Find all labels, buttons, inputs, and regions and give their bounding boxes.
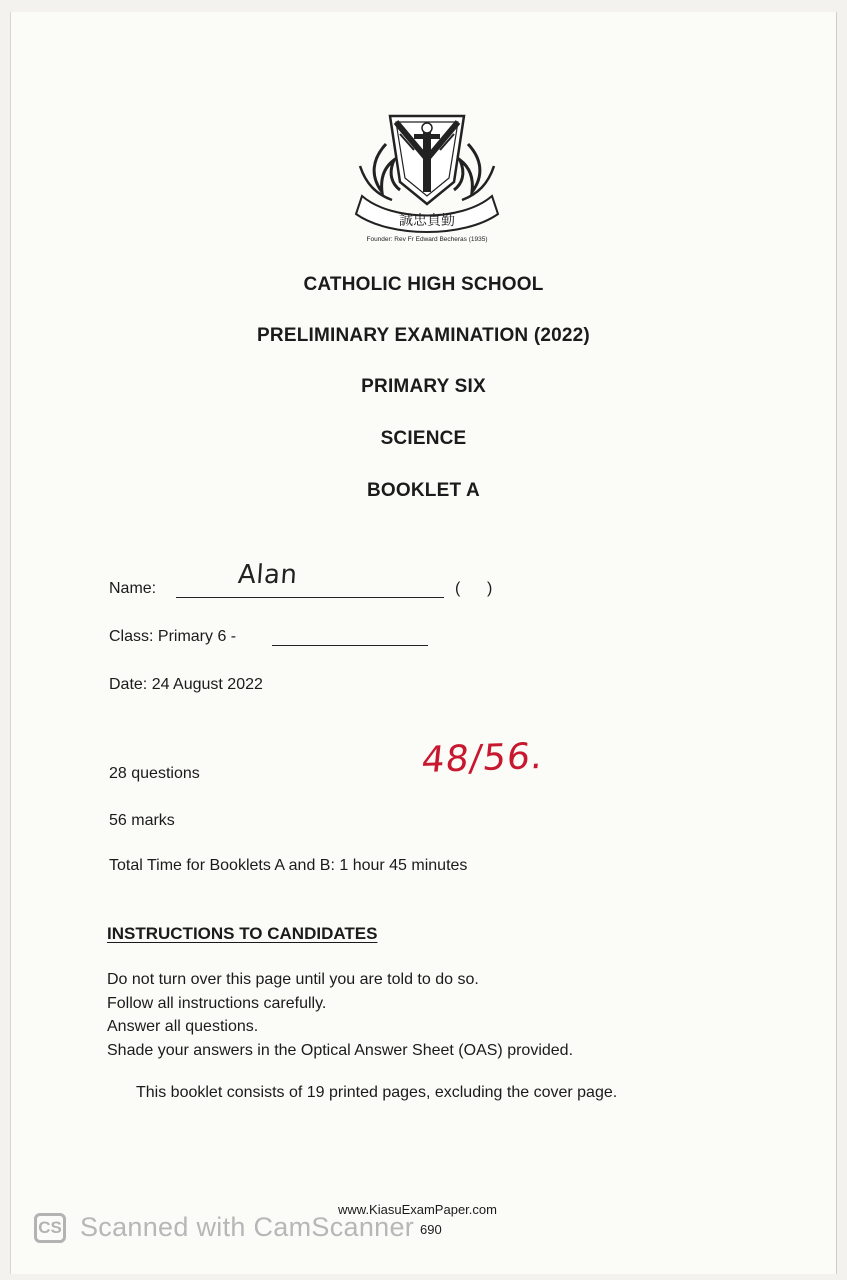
instructions-list	[107, 968, 573, 1062]
camscanner-watermark	[34, 1212, 414, 1243]
crest-motto: 誠忠貞勤	[399, 213, 455, 229]
page-number: 690	[420, 1222, 442, 1237]
handwritten-name: Alan	[236, 560, 299, 590]
question-count: 28 questions	[109, 765, 200, 782]
camscanner-logo-icon: CS	[34, 1213, 66, 1243]
instruction-line: Do not turn over this page until you are told to do so.	[107, 971, 479, 988]
school-name: CATHOLIC HIGH SCHOOL	[303, 274, 544, 295]
index-number-brackets: ( )	[455, 580, 493, 597]
time-allowed: Total Time for Booklets A and B: 1 hour 45 minutes	[109, 857, 468, 874]
instruction-line: Answer all questions.	[107, 1018, 259, 1035]
booklet-title: BOOKLET A	[367, 480, 480, 501]
handwritten-score: 48/56.	[419, 735, 546, 782]
exam-title: PRELIMINARY EXAMINATION (2022)	[257, 325, 590, 346]
marks-total: 56 marks	[109, 812, 175, 829]
level-title: PRIMARY SIX	[361, 376, 486, 397]
watermark-text: Scanned with CamScanner	[80, 1212, 415, 1242]
instruction-line: Shade your answers in the Optical Answer Sheet (OAS) provided.	[107, 1041, 574, 1059]
crest-founder-text: Founder: Rev Fr Edward Becheras (1935)	[366, 236, 488, 243]
subject-title: SCIENCE	[380, 428, 467, 449]
booklet-page-note: This booklet consists of 19 printed pages, excluding the cover page.	[136, 1084, 618, 1101]
instruction-line: Follow all instructions carefully.	[107, 994, 327, 1012]
name-label: Name:	[109, 580, 157, 597]
date-label: Date: 24 August 2022	[109, 676, 263, 693]
instructions-title: INSTRUCTIONS TO CANDIDATES	[107, 924, 378, 943]
source-url: www.KiasuExamPaper.com	[338, 1202, 497, 1217]
class-label: Class: Primary 6 -	[109, 628, 237, 645]
school-crest-logo	[352, 104, 502, 244]
name-line[interactable]	[176, 597, 444, 598]
class-line[interactable]	[272, 645, 428, 646]
